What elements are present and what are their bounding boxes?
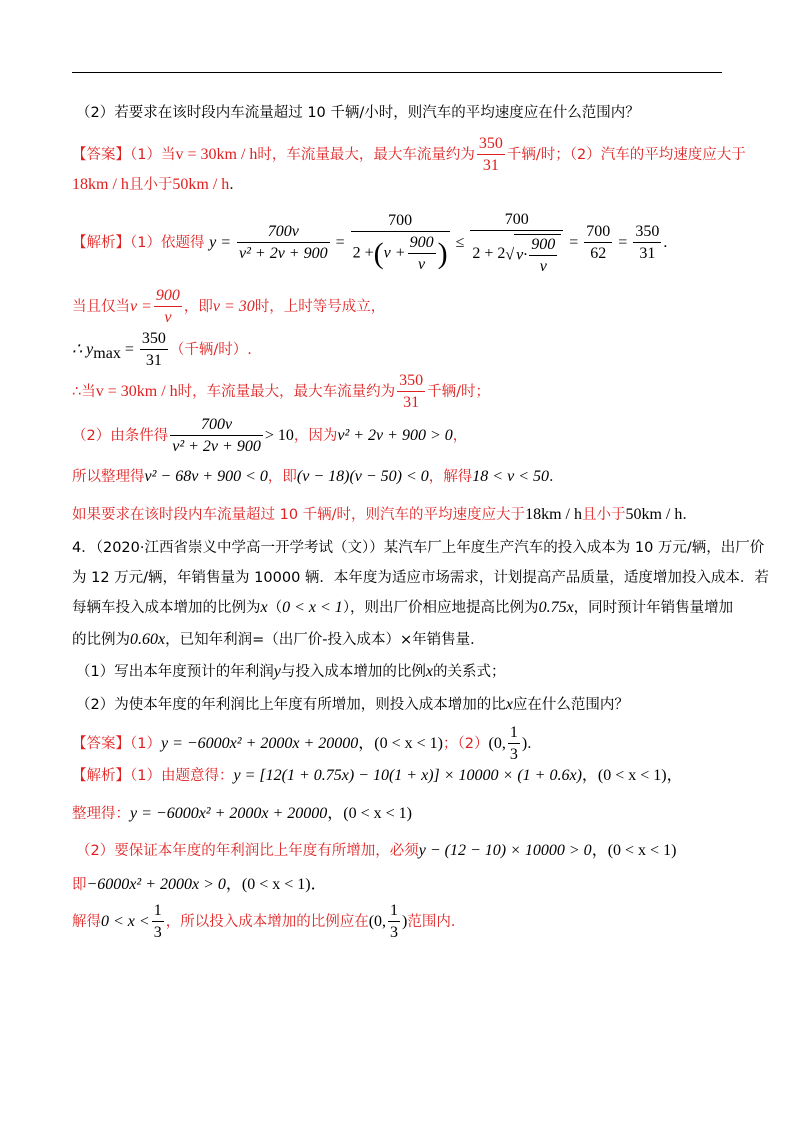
q4-jiexi5: 解得0 < x < $\frac{1}{3}$ ，所以投入成本增加的比例应在(0, $\frac{1}{3}$ )范围内． bbox=[72, 902, 466, 941]
q3-final: 如果要求在该时段内车流量超过 10 千辆/时，则汽车的平均速度应大于18km / h且小于50km / h． bbox=[72, 506, 697, 523]
answer-text: 时，车流量最大，最大车流量约为 bbox=[257, 147, 475, 163]
q4-answer: 【答案】（1）y = −6000x² + 2000x + 20000，(0 < x < 1)；（2）(0, $\frac{1}{3}$ )． bbox=[72, 724, 542, 763]
q4-line2: 为 12 万元/辆，年销售量为 10000 辆．本年度为适应市场需求，计划提高产品质量，适度增加投入成本．若 bbox=[72, 570, 769, 586]
q3-answer-line1 bbox=[72, 136, 746, 174]
q4-sub1: （1）写出本年度预计的年利润y与投入成本增加的比例x的关系式； bbox=[76, 663, 506, 680]
q4-jiexi4: 即−6000x² + 2000x > 0，(0 < x < 1)． bbox=[72, 876, 327, 893]
q4-sub2: （2）为使本年度的年利润比上年度有所增加，则投入成本增加的比x应在什么范围内？ bbox=[76, 696, 629, 713]
q4-jiexi1: 【解析】（1）由题意得：y = [12(1 + 0.75x) − 10(1 + x)] × 10000 × (1 + 0.6x)，(0 < x < 1)， bbox=[72, 767, 683, 784]
q3-conclusion: ∴当v = 30km / h时，车流量最大，最大车流量约为 $\frac{350}{31}$ 千辆/时； bbox=[72, 372, 491, 411]
q3-part2: （2）若要求在该时段内车流量超过 10 千辆/小时，则汽车的平均速度应在什么范围内？ bbox=[76, 105, 640, 121]
q4-line1: 4．（2020·江西省崇义中学高一开学考试（文））某汽车厂上年度生产汽车的投入成本为 10 万元/辆，出厂价 bbox=[72, 540, 765, 556]
formula-y: y = $\frac{700v}{\text{v² + 2v + 900}}$ = 700 2 +(v + $\frac{900}{v}$ ) ≤ 700 2 + 2√ v· $\frac{900}{v}$ = $\frac{700}{62}$ = $\frac{350}{31}$ . bbox=[209, 210, 668, 275]
q3-ymax: ∴ $y_{max}$ = $\frac{350}{31}$ （千辆/时）. bbox=[72, 330, 252, 369]
q4-jiexi2: 整理得：y = −6000x² + 2000x + 20000，(0 < x < 1) bbox=[72, 805, 413, 822]
q4-jiexi3: （2）要保证本年度的年利润比上年度有所增加，必须y − (12 − 10) × 10000 > 0，(0 < x < 1) bbox=[76, 842, 677, 859]
speed-30: v = 30km / h bbox=[175, 146, 258, 163]
answer-text: （1）当 bbox=[130, 147, 176, 163]
q3-answer-line2 bbox=[72, 175, 244, 195]
period: ． bbox=[229, 177, 244, 193]
q4-line3: 每辆车投入成本增加的比例为x（0 < x < 1），则出厂价相应地提高比例为0.75x，同时预计年销售量增加 bbox=[72, 599, 734, 616]
q3-part2-solution: （2）由条件得 $\frac{700v}{\text{v² + 2v + 900}}$ > 10，因为v² + 2v + 900 > 0， bbox=[72, 416, 468, 455]
q4-line4: 的比例为0.60x，已知年利润=（出厂价-投入成本）×年销售量． bbox=[72, 631, 485, 648]
answer-tag: 【答案】 bbox=[72, 147, 130, 163]
header-rule bbox=[72, 72, 722, 73]
q3-jiexi-line1 bbox=[72, 208, 667, 278]
jiexi-text: （1）依题得 bbox=[130, 235, 205, 251]
speed-50: 50km / h bbox=[172, 176, 230, 193]
speed-18: 18km / h bbox=[72, 176, 129, 193]
jiexi-tag: 【解析】 bbox=[72, 235, 130, 251]
q3-eq-condition: 当且仅当v = $\frac{900}{v}$ ，即v = 30时，上时等号成立， bbox=[72, 287, 386, 326]
answer-text: 千辆/时；（2）汽车的平均速度应大于 bbox=[506, 147, 746, 163]
answer-text: 且小于 bbox=[128, 177, 173, 193]
q3-part2-solve: 所以整理得v² − 68v + 900 < 0，即(v − 18)(v − 50) < 0，解得18 < v < 50． bbox=[72, 468, 564, 485]
fraction-350-31: $\frac{350}{31}$ bbox=[478, 135, 503, 174]
